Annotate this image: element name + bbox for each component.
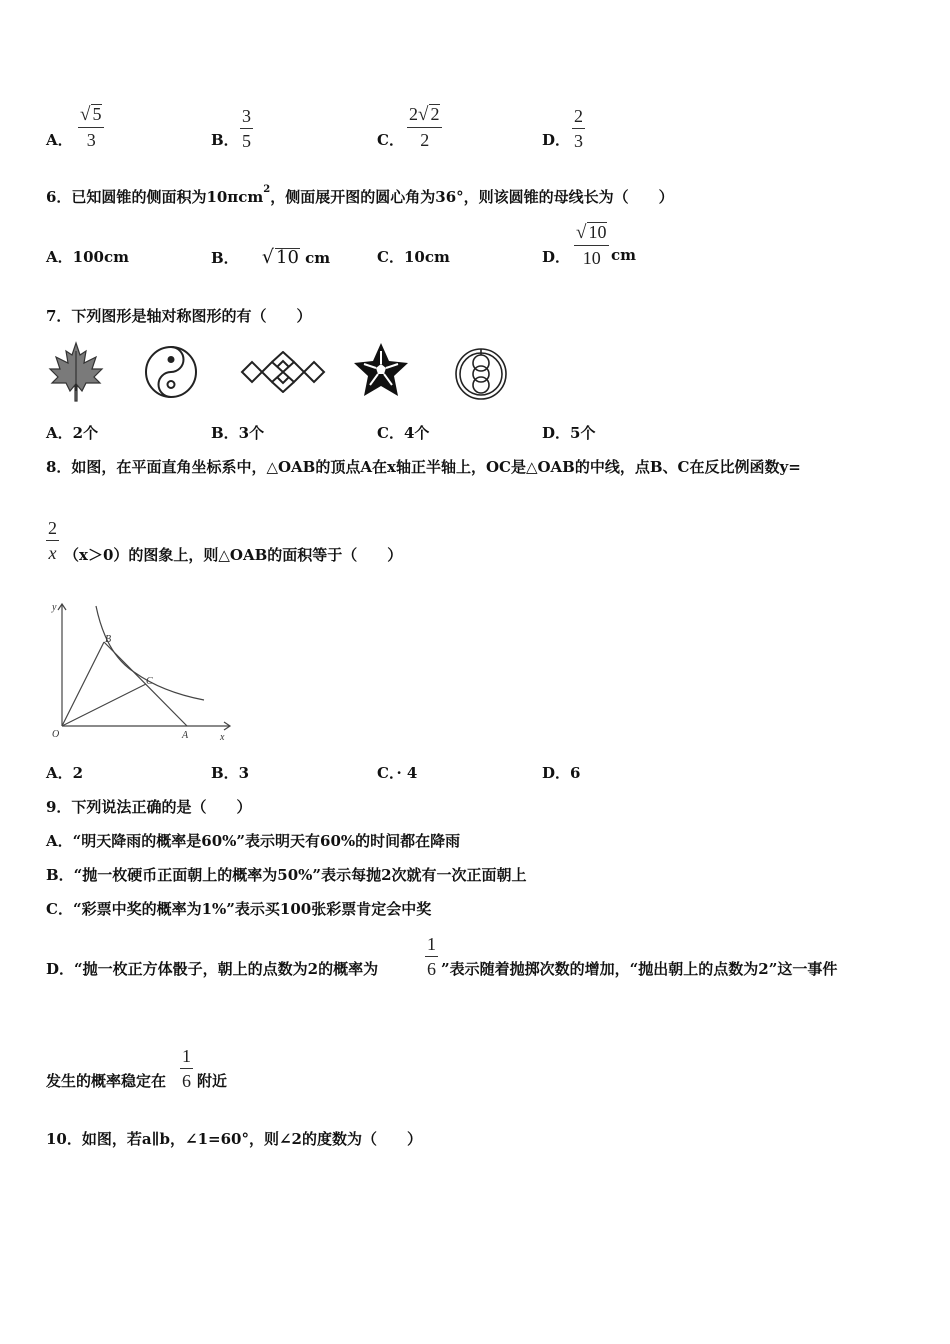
- q6-option-d-label: D．: [542, 248, 571, 266]
- q9-option-d-line2-post: 附近: [197, 1072, 228, 1090]
- q9-option-d-line2-pre: 发生的概率稳定在: [46, 1072, 167, 1090]
- q7-option-c: C．4个: [377, 424, 430, 442]
- q9-option-d-fraction: $\frac{1}{6}$: [427, 934, 436, 979]
- q5-option-a-label: A．: [46, 131, 73, 149]
- q7-option-b: B．3个: [211, 424, 265, 442]
- q9-option-d-post: ”表示随着抛掷次数的增加，“抛出朝上的点数为2”这一事件: [441, 960, 838, 978]
- y-axis-label: y: [52, 602, 57, 613]
- q8-option-b: B．3: [211, 764, 250, 782]
- q8-function-fraction: $\frac{2}{x}$: [48, 518, 57, 563]
- nested-circles-icon: [452, 341, 510, 403]
- segment-oc: [62, 684, 146, 726]
- coordinate-graph: [44, 600, 232, 746]
- point-a-label: A: [182, 730, 189, 741]
- q5-option-b-fraction: $\frac{3}{5}$: [242, 106, 251, 151]
- q8-stem-line2: （x＞0）的图象上，则△OAB的面积等于（ ）: [64, 546, 403, 564]
- q5-option-c-fraction: $\frac{2√ 2}{2}$: [407, 102, 442, 152]
- q5-option-b-label: B．: [211, 131, 239, 149]
- q9-option-d-line2-fraction: $\frac{1}{6}$: [182, 1046, 191, 1091]
- q7-option-d: D．5个: [542, 424, 596, 442]
- q5-option-d-label: D．: [542, 131, 571, 149]
- maple-leaf-icon: [46, 341, 106, 403]
- x-axis-label: x: [220, 732, 225, 743]
- q8-option-d: D．6: [542, 764, 581, 782]
- chinese-knot-icon: [240, 351, 326, 393]
- yin-yang-icon: [142, 343, 200, 401]
- q9-option-b: B．“抛一枚硬币正面朝上的概率为50%”表示每抛2次就有一次正面朝上: [46, 866, 527, 884]
- q8-option-a: A．2: [46, 764, 84, 782]
- q7-stem: 7．下列图形是轴对称图形的有（ ）: [46, 307, 312, 325]
- pentagon-star-icon: [352, 341, 410, 399]
- q6-stem: 6．已知圆锥的侧面积为10πcm$^2$，侧面展开图的圆心角为36°，则该圆锥的母线长为（ ）: [46, 184, 674, 206]
- q7-figure-strip: [44, 337, 508, 407]
- point-b-label: B: [105, 634, 112, 645]
- q6-option-d-unit: cm: [611, 246, 637, 264]
- q9-stem: 9．下列说法正确的是（ ）: [46, 798, 252, 816]
- q5-option-c-label: C．: [377, 131, 404, 149]
- q6-option-a: A．100cm: [46, 248, 129, 266]
- q7-option-a: A．2个: [46, 424, 99, 442]
- q10-stem: 10．如图，若a∥b，∠1=60°，则∠2的度数为（ ）: [46, 1130, 422, 1148]
- q8-option-c: C．· 4: [377, 764, 418, 782]
- q8-stem-line1: 8．如图，在平面直角坐标系中，△OAB的顶点A在x轴正半轴上，OC是△OAB的中线，点B、C在反比例函数y=: [46, 458, 801, 476]
- q9-option-c: C．“彩票中奖的概率为1%”表示买100张彩票肯定会中奖: [46, 900, 432, 918]
- q6-option-c: C．10cm: [377, 248, 450, 266]
- q8-graph: [44, 600, 232, 746]
- origin-label: O: [52, 729, 60, 740]
- q6-option-d-fraction: $\frac{√ 10}{10}$: [574, 220, 609, 270]
- q9-option-d-pre: D．“抛一枚正方体骰子，朝上的点数为2的概率为: [46, 960, 379, 978]
- point-c-label: C: [146, 676, 153, 687]
- q6-option-b: B． √ 10 cm: [211, 246, 331, 268]
- segment-ob: [62, 642, 104, 726]
- q9-option-a: A．“明天降雨的概率是60%”表示明天有60%的时间都在降雨: [46, 832, 461, 850]
- q5-option-a-fraction: $\frac{√ 5}{3}$: [78, 102, 104, 152]
- q5-option-d-fraction: $\frac{2}{3}$: [574, 106, 583, 151]
